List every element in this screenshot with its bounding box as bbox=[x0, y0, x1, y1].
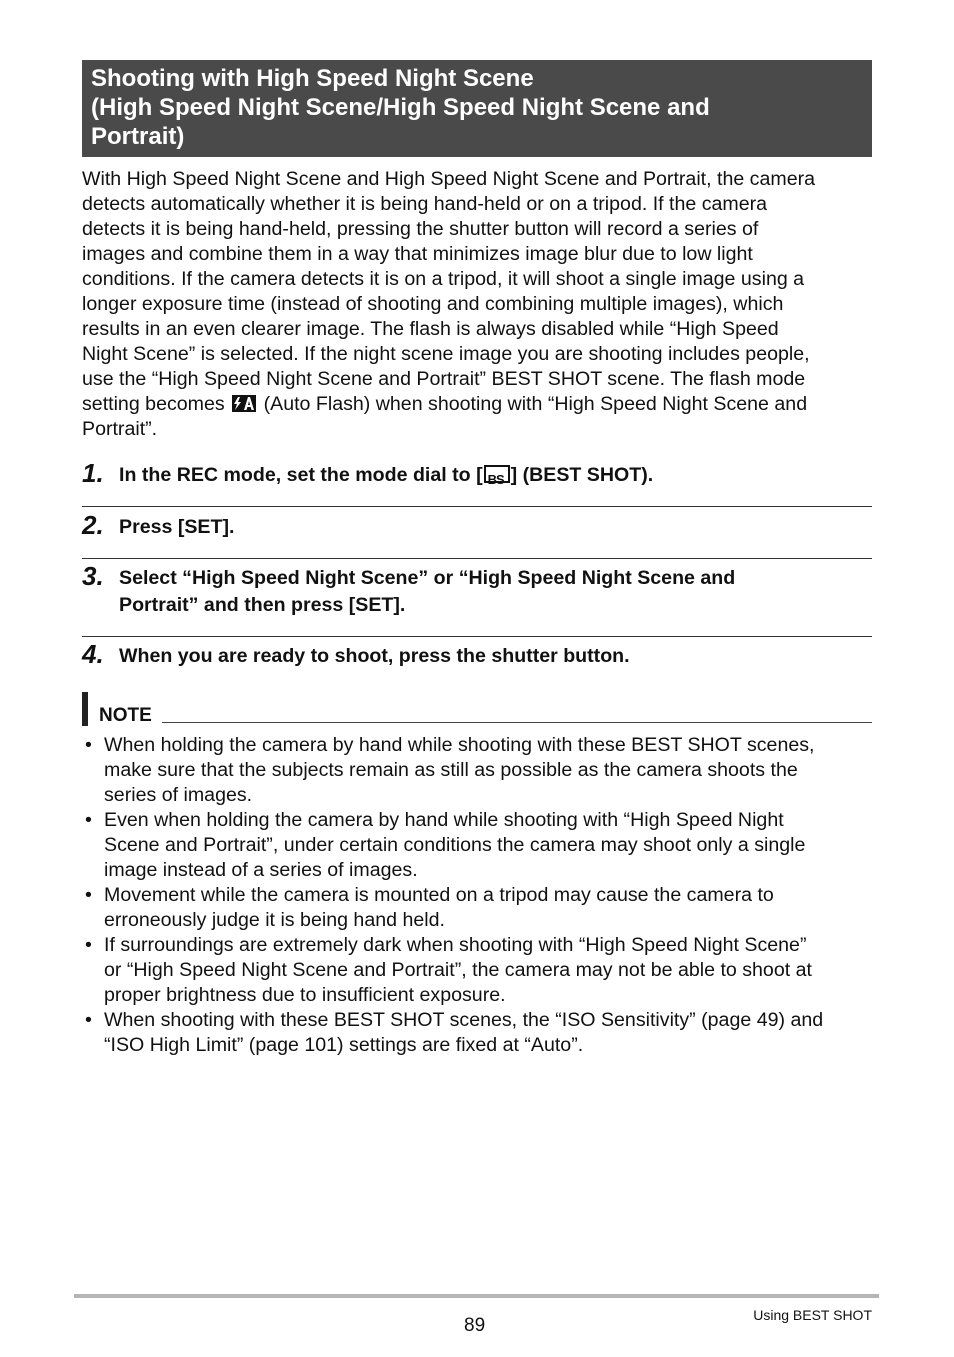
note-line: proper brightness due to insufficient exposure. bbox=[104, 984, 506, 1006]
step-number: 3. bbox=[82, 561, 104, 591]
intro-line: Portrait”. bbox=[82, 418, 158, 440]
section-title-line-2: (High Speed Night Scene/High Speed Night Scene and bbox=[91, 94, 710, 121]
intro-line: With High Speed Night Scene and High Speed Night Scene and Portrait, the camera bbox=[82, 168, 816, 190]
note-item bbox=[82, 808, 872, 883]
footer-section-name: Using BEST SHOT bbox=[753, 1307, 872, 1323]
intro-line-10-end: (Auto Flash) when shooting with “High Speed Night Scene and bbox=[263, 393, 808, 415]
note-line: erroneously judge it is being hand held. bbox=[104, 909, 445, 931]
note-item bbox=[82, 883, 872, 933]
intro-line: Night Scene” is selected. If the night scene image you are shooting includes people, bbox=[82, 343, 810, 365]
bullet: • bbox=[85, 1009, 92, 1031]
note-line: make sure that the subjects remain as still as possible as the camera shoots the bbox=[104, 759, 798, 781]
step-1-text-end: ] (BEST SHOT). bbox=[510, 464, 654, 486]
note-line: Scene and Portrait”, under certain conditions the camera may shoot only a single bbox=[104, 834, 806, 856]
step-divider bbox=[82, 636, 872, 637]
bullet: • bbox=[85, 884, 92, 906]
note-line: image instead of a series of images. bbox=[104, 859, 418, 881]
page-number: 89 bbox=[464, 1315, 486, 1336]
note-line: When shooting with these BEST SHOT scenes, the “ISO Sensitivity” (page 49) and bbox=[104, 1009, 824, 1031]
note-marker-bar bbox=[82, 692, 88, 726]
intro-line: longer exposure time (instead of shooting and combining multiple images), which bbox=[82, 293, 784, 315]
note-line: Even when holding the camera by hand while shooting with “High Speed Night bbox=[104, 809, 784, 831]
note-item bbox=[82, 733, 872, 808]
intro-line: results in an even clearer image. The flash is always disabled while “High Speed bbox=[82, 318, 779, 340]
intro-paragraph bbox=[82, 167, 872, 442]
best-shot-icon bbox=[484, 465, 510, 487]
note-line: Movement while the camera is mounted on a tripod may cause the camera to bbox=[104, 884, 774, 906]
step-number: 4. bbox=[82, 639, 104, 669]
section-title-banner bbox=[82, 60, 872, 157]
intro-line: detects automatically whether it is being hand-held or on a tripod. If the camera bbox=[82, 193, 768, 215]
step-1-text-start: In the REC mode, set the mode dial to [ bbox=[119, 464, 483, 486]
step-divider bbox=[82, 558, 872, 559]
note-item bbox=[82, 933, 872, 1008]
bullet: • bbox=[85, 734, 92, 756]
note-list bbox=[82, 733, 872, 1058]
auto-flash-icon bbox=[232, 395, 256, 412]
note-item bbox=[82, 1008, 872, 1058]
section-title-line-1: Shooting with High Speed Night Scene bbox=[91, 65, 534, 92]
note-heading: NOTE bbox=[99, 705, 152, 726]
best-shot-icon-label: BS bbox=[487, 472, 504, 487]
step-text: Press [SET]. bbox=[119, 516, 235, 538]
step-text bbox=[119, 462, 653, 489]
intro-line: detects it is being hand-held, pressing the shutter button will record a series of bbox=[82, 218, 759, 240]
step-divider bbox=[82, 506, 872, 507]
intro-line: conditions. If the camera detects it is on a tripod, it will shoot a single image using a bbox=[82, 268, 805, 290]
step-number: 1. bbox=[82, 458, 104, 488]
note-line: series of images. bbox=[104, 784, 253, 806]
bullet: • bbox=[85, 934, 92, 956]
step-text: When you are ready to shoot, press the shutter button. bbox=[119, 645, 630, 667]
note-line: When holding the camera by hand while shooting with these BEST SHOT scenes, bbox=[104, 734, 815, 756]
bullet: • bbox=[85, 809, 92, 831]
intro-line-10-start: setting becomes bbox=[82, 393, 225, 415]
note-heading-rule bbox=[162, 722, 872, 723]
step-3-line-1: Select “High Speed Night Scene” or “High Speed Night Scene and bbox=[119, 567, 736, 589]
step-3-line-2: Portrait” and then press [SET]. bbox=[119, 594, 406, 616]
footer-divider bbox=[74, 1294, 879, 1298]
note-line: “ISO High Limit” (page 101) settings are fixed at “Auto”. bbox=[104, 1034, 584, 1056]
section-title-line-3: Portrait) bbox=[91, 123, 185, 150]
intro-line: use the “High Speed Night Scene and Portrait” BEST SHOT scene. The flash mode bbox=[82, 368, 806, 390]
step-text bbox=[119, 565, 735, 619]
note-line: or “High Speed Night Scene and Portrait”, the camera may not be able to shoot at bbox=[104, 959, 812, 981]
intro-line: images and combine them in a way that minimizes image blur due to low light bbox=[82, 243, 753, 265]
intro-line bbox=[82, 392, 872, 417]
note-line: If surroundings are extremely dark when shooting with “High Speed Night Scene” bbox=[104, 934, 807, 956]
step-number: 2. bbox=[82, 510, 104, 540]
